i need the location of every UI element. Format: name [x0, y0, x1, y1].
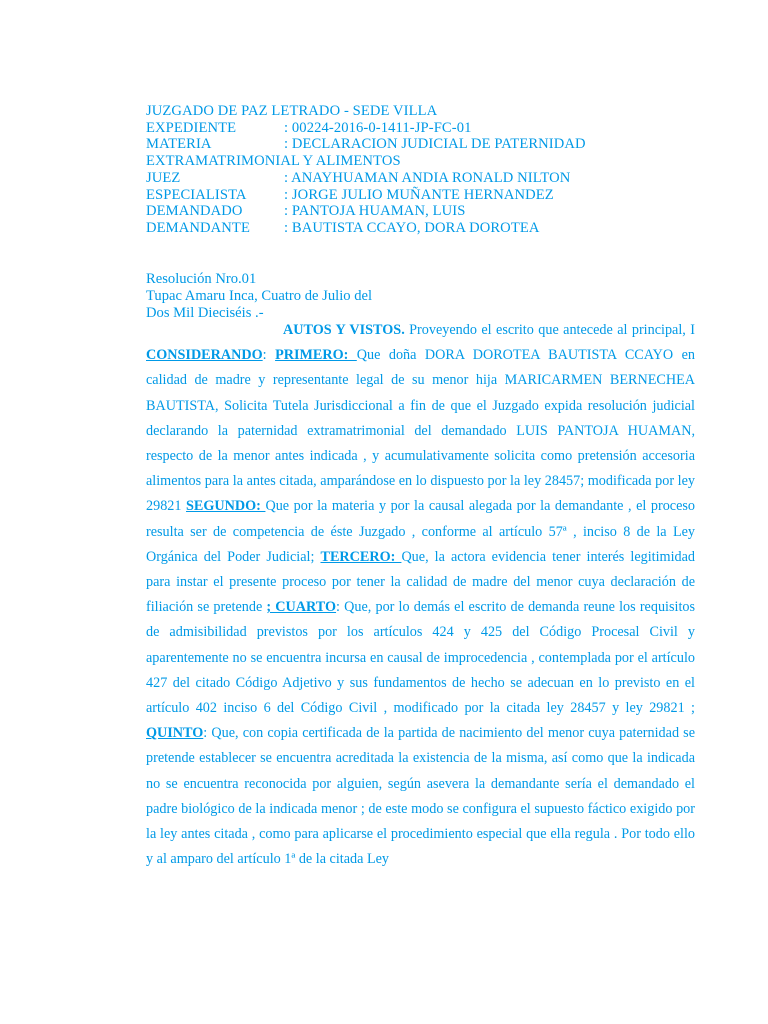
tercero-heading: TERCERO: — [320, 548, 402, 565]
header-row-expediente — [146, 120, 586, 137]
header-value: : BAUTISTA CCAYO, DORA DOROTEA — [284, 219, 540, 236]
resolution-number: Resolución Nro.01 — [146, 271, 257, 287]
considerando-heading: CONSIDERANDO — [146, 347, 263, 364]
header-label: DEMANDADO — [146, 203, 243, 220]
header-label: MATERIA — [146, 136, 212, 153]
header-materia-continuation: EXTRAMATRIMONIAL Y ALIMENTOS — [146, 153, 401, 170]
body-text: Que doña DORA DOROTEA BAUTISTA CCAYO en calidad de madre y representante legal de su menor hija MARICARMEN BERNECHEA BAUTISTA, Solicita Tutela Jurisdiccional a fin de que el Juzgado expida resolución judicial declarando la paternidad extramatrimonial del demandado LUIS PANTOJA HUAMAN, respecto de la menor antes indicada , y acumulativamente solicita como pretensión accesoria alimentos para la antes citada, amparándose en lo dispuesto por la ley 28457; modificada por ley 29821 — [146, 347, 696, 515]
header-value: : PANTOJA HUAMAN, LUIS — [284, 203, 466, 220]
court-name: JUZGADO DE PAZ LETRADO - SEDE VILLA — [146, 103, 438, 119]
header-row-demandado — [146, 203, 586, 220]
quinto-heading: QUINTO — [146, 725, 204, 742]
body-text: : — [262, 347, 276, 364]
header-value: : 00224-2016-0-1411-JP-FC-01 — [284, 119, 472, 136]
header-label: JUEZ — [146, 169, 181, 186]
resolution-block — [146, 271, 372, 322]
cuarto-heading: ; CUARTO — [266, 599, 337, 616]
body-text: Que por la materia y por la causal alegada por la demandante , el proceso resulta ser de competencia de éste Juzgado , conforme al artículo 57ª , inciso 8 de la Ley Orgánica del Poder Judicial; — [146, 498, 695, 565]
body-text: : Que, por lo demás el escrito de demanda reune los requisitos de admisibilidad previstos por los artículos 424 y 425 del Código Procesal Civil y aparentemente no se encuentra incursa en causal de improcedencia , contemplada por el artículo 427 del citado Código Adjetivo y sus fundamentos de hecho se adecuan en lo previsto en el artículo 402 inciso 6 del Código Civil , modificado por la citada ley 28457 y ley 29821 ; — [146, 599, 696, 717]
header-value: : DECLARACION JUDICIAL DE PATERNIDAD — [284, 136, 586, 153]
autos-heading: AUTOS Y VISTOS. — [283, 322, 405, 338]
body-text: : Que, con copia certificada de la partida de nacimiento del menor cuya paternidad se pretende establecer se encuentra acreditada la existencia de la misma, así como que la indicada no se encuentra reconocida por alguien, según asevera la demandante sería el demandado el padre biológico de la indicada menor ; de este modo se configura el supuesto fáctico exigido por la ley antes citada , como para aplicarse el procedimiento especial que ella regula . Por todo ello y al amparo del artículo 1ª de la citada Ley — [146, 725, 695, 868]
header-label: DEMANDANTE — [146, 219, 250, 236]
segundo-heading: SEGUNDO: — [186, 498, 266, 515]
body-text: Proveyendo el escrito que antecede al principal, I — [404, 322, 695, 338]
header-label: ESPECIALISTA — [146, 186, 247, 203]
body-text: Que, la actora evidencia tener interés legitimidad para instar el presente proceso por tener la calidad de madre del menor cuya declaración de filiación se pretende — [146, 548, 696, 616]
header-row-juez — [146, 170, 586, 187]
header-row-materia — [146, 136, 586, 153]
header-value: : JORGE JULIO MUÑANTE HERNANDEZ — [284, 186, 554, 203]
primero-heading: PRIMERO: — [275, 347, 357, 364]
header-value: : ANAYHUAMAN ANDIA RONALD NILTON — [284, 169, 571, 186]
resolution-place-date: Tupac Amaru Inca, Cuatro de Julio del — [146, 288, 373, 304]
header-row-demandante — [146, 220, 586, 237]
body-paragraph — [146, 318, 695, 872]
resolution-body — [146, 318, 695, 872]
header-label: EXPEDIENTE — [146, 119, 237, 136]
resolution-place-date-cont: Dos Mil Dieciséis .- — [146, 305, 264, 321]
header-row-especialista — [146, 187, 586, 204]
case-header — [146, 103, 586, 237]
